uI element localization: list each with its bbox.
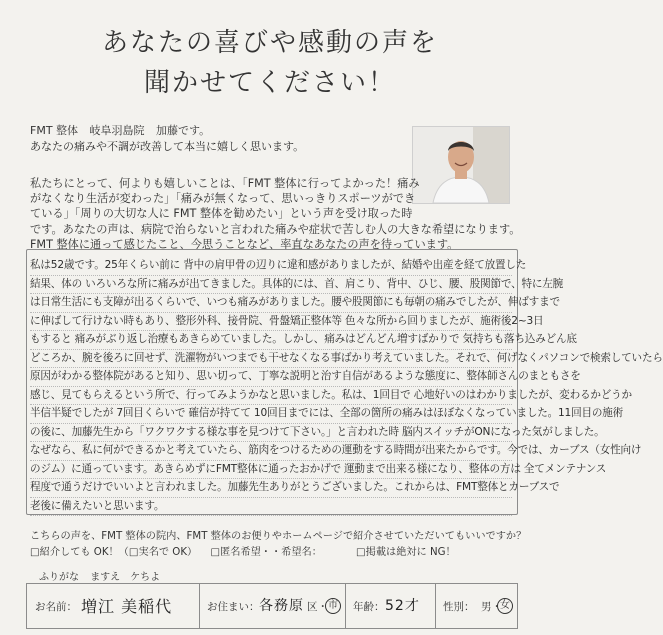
age-value[interactable]: 52才 [385, 598, 420, 614]
address-cell [199, 584, 346, 628]
intro-line: FMT 整体に通って感じたこと、今思うことなど、率直なあなたの声を待っています。 [30, 237, 459, 251]
age-cell [345, 584, 436, 628]
testimonial-line: 原因がわかる整体院があると知り、思い切って、丁寧な説明と治す自信があるような態度に、整体師さんのまともさを [30, 368, 512, 387]
testimonial-line: 半信半疑でしたが 7回目くらいで 確信が持てて 10回目までには、全部の箇所の痛みはほぼなくなっていました。11回目の施術 [30, 405, 512, 424]
testimonial-line: 感じ、見てもらえるという所で、行ってみようかなと思いました。私は、1回目で 心地好いのはわかりましたが、変わるかどうか [30, 387, 512, 406]
testimonial-line: は日常生活にも支障が出るくらいで、いつも痛みがありました。腰や股関節にも毎朝の痛みでしたが、伸ばすまで [30, 294, 512, 313]
sender-info [30, 122, 218, 138]
gender-label: 性別： [443, 601, 475, 613]
personal-info-form [26, 572, 518, 629]
age-label: 年齢： [353, 601, 385, 613]
page-title-line1: あなたの喜びや感動の声を [101, 28, 438, 58]
consent-question: こちらの声を、FMT 整体の院内、FMT 整体のお便りやホームページで紹介させていただいてもいいですか？ [30, 531, 527, 542]
name-label: お名前： [35, 601, 77, 613]
address-label: お住まい： [207, 601, 260, 613]
sender-name: 加藤です。 [156, 124, 211, 137]
furigana-label: ふりがな [39, 572, 79, 583]
gender-female-circled[interactable]: 女 [497, 598, 513, 614]
page-title-line2: 聞かせてください！ [143, 68, 396, 98]
consent-option-ng[interactable]: □掲載は絶対に NG！ [356, 547, 456, 558]
intro-paragraph [30, 176, 521, 252]
gender-male[interactable]: 男・ [481, 601, 502, 613]
sender-company: FMT 整体 [30, 124, 79, 137]
name-value[interactable]: 増江 美稲代 [81, 597, 173, 616]
testimonial-handwritten-text [30, 257, 663, 516]
consent-option-anonymous[interactable]: □匿名希望・・希望名： [210, 547, 322, 558]
greeting-text: あなたの痛みや不調が改善して本当に嬉しく思います。 [30, 140, 305, 153]
intro-line: 私たちにとって、何よりも嬉しいことは、「FMT 整体に行ってよかった！痛み [30, 177, 420, 190]
testimonial-line: 程度で通うだけでいいよと言われました。加藤先生ありがとうございました。これからは、FMT整体とカーブスで [30, 479, 512, 498]
testimonial-line: のジム）に通っています。あきらめずにFMT整体に通ったおかげで 運動まで出来る様になり、整体の方は 全てメンテナンス [30, 461, 512, 480]
intro-line: ている」「周りの大切な人に FMT 整体を勧めたい」という声を受け取った時 [30, 207, 413, 221]
consent-option-ok[interactable]: □紹介しても OK！（□実名で OK） [30, 547, 198, 558]
testimonial-line: に伸ばして行けない時もあり、整形外科、接骨院、骨盤矯正整体等 色々な所から回りましたが、施術後2~3日 [30, 313, 512, 332]
address-suffix: 区・ [307, 601, 328, 613]
testimonial-line: どころか、腕を後ろに回せず、洗濯物がいつまでも干せなくなる事ばかり考えていました。それで、何げなくパソコンで検索していたら [30, 350, 512, 369]
testimonial-line: 老後に備えたいと思います。 [30, 498, 512, 517]
furigana-row [39, 568, 160, 583]
furigana-value[interactable]: ますえ ケちよ [90, 572, 161, 583]
intro-line: です。あなたの声は、病院で治らないと言われた痛みや症状で苦しむ人の大きな希望になります。 [30, 222, 521, 236]
testimonial-line: の後に、加藤先生から「ワクワクする様な事を見つけて下さい。」と言われた時 脳内スイッチがONになった気がしました。 [30, 424, 512, 443]
address-value[interactable]: 各務原 [259, 598, 304, 614]
testimonial-line: もすると 痛みがぶり返し治療もあきらめていました。しかし、痛みはどんどん増すばかりで 気持ちも落ち込みどん底 [30, 331, 512, 350]
testimonial-line: 私は52歳です。25年くらい前に 背中の肩甲骨の辺りに違和感がありましたが、結婚や出産を経て放置した [30, 257, 512, 276]
consent-options [30, 543, 510, 558]
name-cell [27, 572, 200, 628]
testimonial-line: なぜなら、私に何ができるかと考えていたら、筋肉をつけるための運動をする時間が出来たからです。今では、カーブス（女性向け [30, 442, 512, 461]
testimonial-line: 結果、体の いろいろな所に痛みが出てきました。具体的には、首、肩こり、背中、ひじ、腰、股関節で、特に左腕 [30, 276, 512, 295]
intro-line: がなくなり生活が変わった」「痛みが無くなって、思いっきりスポーツができ [30, 192, 416, 206]
gender-cell [435, 584, 517, 628]
address-circled-city: 市 [325, 598, 341, 614]
sender-clinic: 岐阜羽島院 [89, 124, 145, 137]
